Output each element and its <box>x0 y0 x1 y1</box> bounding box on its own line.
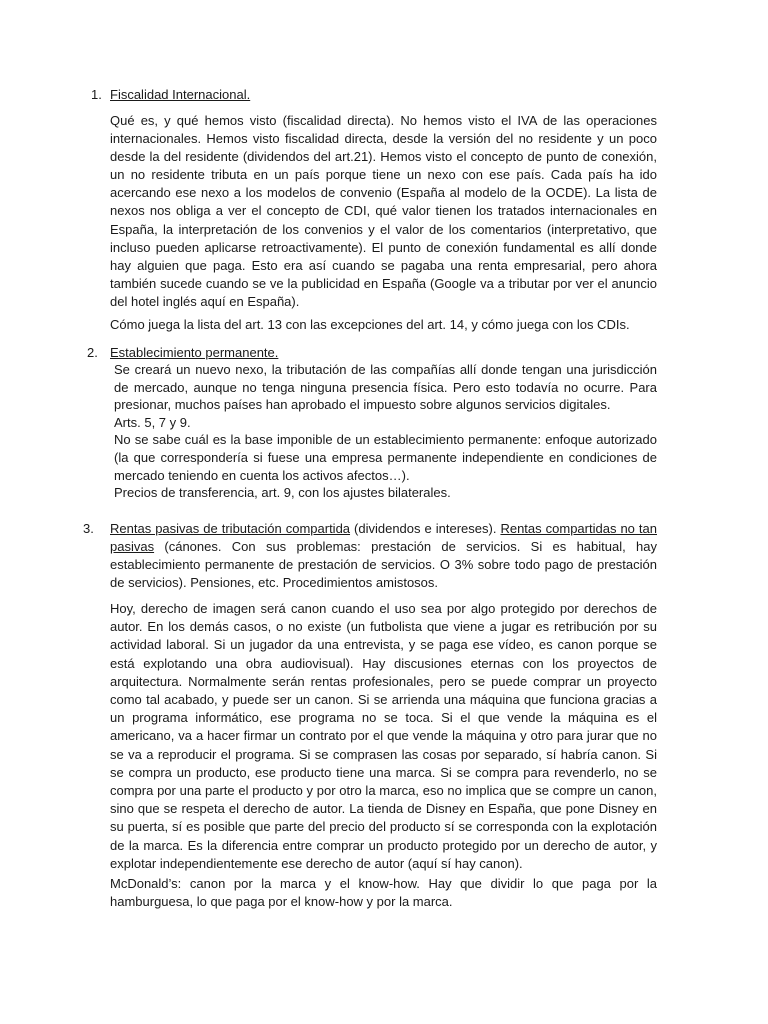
section-3-intro-rest: (cánones. Con sus problemas: prestación de servicios. Si es habitual, hay establecimiento permanente de prestación de servicios. O 3% sobre todo pago de prestación de servicios). Pensiones, etc. Procedimientos amistosos. <box>110 539 657 590</box>
section-3-number: 3. <box>83 521 94 536</box>
section-1-title: Fiscalidad Internacional. <box>110 87 251 102</box>
section-3-title-2: Rentas compartidas no tan pasivas <box>110 521 657 554</box>
section-1-number: 1. <box>91 87 102 102</box>
section-2-number: 2. <box>87 345 98 360</box>
section-1-paragraph-1: Qué es, y qué hemos visto (fiscalidad directa). No hemos visto el IVA de las operaciones internacionales. Hemos visto fiscalidad directa, desde la versión del no residente y un poco desde la del residente (dividendos del art.21). Hemos visto el concepto de punto de conexión, un no residente tributa en un país porque tiene un nexo con ese país. Cada país ha ido acercando ese nexo a los modelos de convenio (España al modelo de la OCDE). La lista de nexos nos obliga a ver el concepto de CDI, qué valor tienen los tratados internacionales en España, la interpretación de los convenios y el valor de los comentarios (interpretativo, que incluso pueden aplicarse retroactivamente). El punto de conexión fundamental es allí donde hay alguien que paga. Esto era así cuando se pagaba una renta empresarial, pero ahora también sucede cuando se ve la publicidad en España (Google va a tributar por ver el anuncio del hotel inglés aquí en España). <box>110 113 657 309</box>
section-3-title-rest: (dividendos e intereses). <box>350 521 501 536</box>
section-2-line-1: Se creará un nuevo nexo, la tributación de las compañías allí donde tengan una jurisdicción de mercado, aunque no tenga ninguna presencia física. Pero esto todavía no ocurre. Para presionar, muchos países han aprobado el impuesto sobre algunos servicios digitales. <box>114 362 657 413</box>
section-3-intro <box>110 520 657 592</box>
section-2-line-4: Precios de transferencia, art. 9, con los ajustes bilaterales. <box>114 485 451 501</box>
section-3-title: Rentas pasivas de tributación compartida <box>110 521 351 536</box>
section-3-paragraph-2: McDonald’s: canon por la marca y el know-how. Hay que dividir lo que paga por la hamburguesa, lo que paga por el know-how y por la marca. <box>110 876 657 909</box>
section-2-line-2: Arts. 5, 7 y 9. <box>114 414 191 430</box>
section-2-body <box>114 361 657 502</box>
section-2-line-3: No se sabe cuál es la base imponible de un establecimiento permanente: enfoque autorizado (la que correspondería si fuese una empresa permanente independiente en condiciones de mercado teniendo en cuenta los activos afectos…). <box>114 432 657 483</box>
section-1-paragraph-2: Cómo juega la lista del art. 13 con las excepciones del art. 14, y cómo juega con los CDIs. <box>110 317 630 332</box>
section-2-title: Establecimiento permanente. <box>110 345 279 360</box>
section-3-paragraph-1: Hoy, derecho de imagen será canon cuando el uso sea por algo protegido por derechos de autor. En los demás casos, o no existe (un futbolista que viene a jugar es retribución por su actividad laboral. Si un jugador da una entrevista, y se paga ese vídeo, es canon porque se está explotando una obra audiovisual). Hay discusiones eternas con los proyectos de arquitectura. Normalmente serán rentas profesionales, pero se puede comprar un proyecto como tal acabado, y puede ser un canon. Si se arrienda una máquina que funciona gracias a un programa informático, ese programa no se toca. Si el que vende la máquina es el americano, va a hacer firmar un contrato por el que vende la máquina y otro para jurar que no se va a reproducir el programa. Si se comprasen las cosas por separado, sí habría canon. Si se compra un producto, ese producto tiene una marca. Si se compra para revenderlo, no se compra por una parte el producto y por otro la marca, eso no implica que se compre un canon, sino que se respeta el derecho de autor. La tienda de Disney en España, que pone Disney en su puerta, sí es posible que parte del precio del producto sí se corresponda con la explotación de la marca. Es la diferencia entre comprar un producto protegido por un derecho de autor, y explotar independientemente ese derecho de autor (aquí sí hay canon). <box>110 601 657 871</box>
